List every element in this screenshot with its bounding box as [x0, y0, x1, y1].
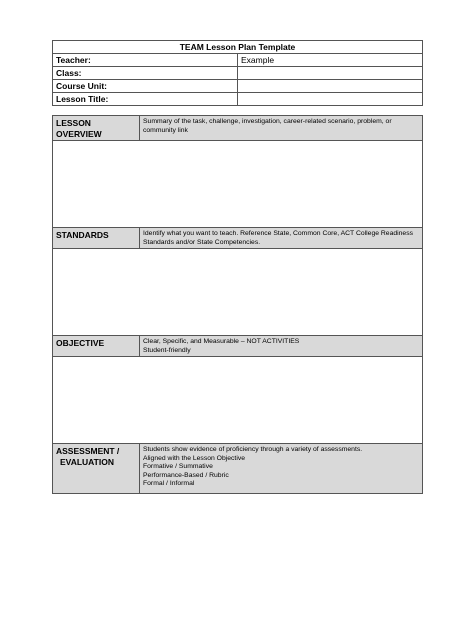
- teacher-value[interactable]: Example: [238, 54, 423, 67]
- objective-description: [140, 336, 423, 357]
- assessment-desc-line: Formative / Summative: [143, 463, 213, 470]
- header-row-course-unit: [53, 80, 423, 93]
- assessment-label: [53, 444, 140, 494]
- standards-content-row: [53, 249, 423, 336]
- lesson-overview-label: LESSON OVERVIEW: [53, 116, 140, 141]
- assessment-desc-line: Students show evidence of proficiency through a variety of assessments.: [143, 446, 363, 453]
- course-unit-value[interactable]: [238, 80, 423, 93]
- header-row-lesson-title: [53, 93, 423, 106]
- objective-label: OBJECTIVE: [53, 336, 140, 357]
- assessment-header-row: [53, 444, 423, 494]
- lesson-overview-description: [140, 116, 423, 141]
- header-row-teacher: [53, 54, 423, 67]
- lesson-title-value[interactable]: [238, 93, 423, 106]
- header-row-class: [53, 67, 423, 80]
- objective-header-row: [53, 336, 423, 357]
- standards-header-row: [53, 228, 423, 249]
- assessment-desc-line: Aligned with the Lesson Objective: [143, 454, 246, 462]
- teacher-label: Teacher:: [53, 54, 238, 67]
- objective-content[interactable]: [53, 357, 423, 444]
- assessment-desc-line: Formal / Informal: [143, 480, 195, 487]
- assessment-description: [140, 444, 423, 494]
- lesson-overview-desc-line: Summary of the task, challenge, investigation, career-related scenario, problem, or community link: [143, 118, 392, 134]
- course-unit-label: Course Unit:: [53, 80, 238, 93]
- standards-label: STANDARDS: [53, 228, 140, 249]
- class-label: Class:: [53, 67, 238, 80]
- standards-description: [140, 228, 423, 249]
- standards-desc-line: Identify what you want to teach. Reference State, Common Core, ACT College Readiness Standards and/or State Competencies.: [143, 230, 414, 246]
- objective-desc-line: Student-friendly: [143, 346, 191, 354]
- class-value[interactable]: [238, 67, 423, 80]
- assessment-desc-line: Performance-Based / Rubric: [143, 471, 229, 479]
- lesson-header-table: [52, 40, 423, 106]
- assessment-label-line: EVALUATION: [60, 457, 114, 467]
- document-title: TEAM Lesson Plan Template: [53, 41, 423, 54]
- assessment-label-line: ASSESSMENT /: [56, 446, 120, 456]
- lesson-overview-content-row: [53, 141, 423, 228]
- lesson-overview-header-row: [53, 116, 423, 141]
- objective-content-row: [53, 357, 423, 444]
- standards-content[interactable]: [53, 249, 423, 336]
- lesson-overview-content[interactable]: [53, 141, 423, 228]
- objective-desc-line: Clear, Specific, and Measurable – NOT ACTIVITIES: [143, 338, 300, 345]
- lesson-title-label: Lesson Title:: [53, 93, 238, 106]
- lesson-plan-table: [52, 115, 423, 494]
